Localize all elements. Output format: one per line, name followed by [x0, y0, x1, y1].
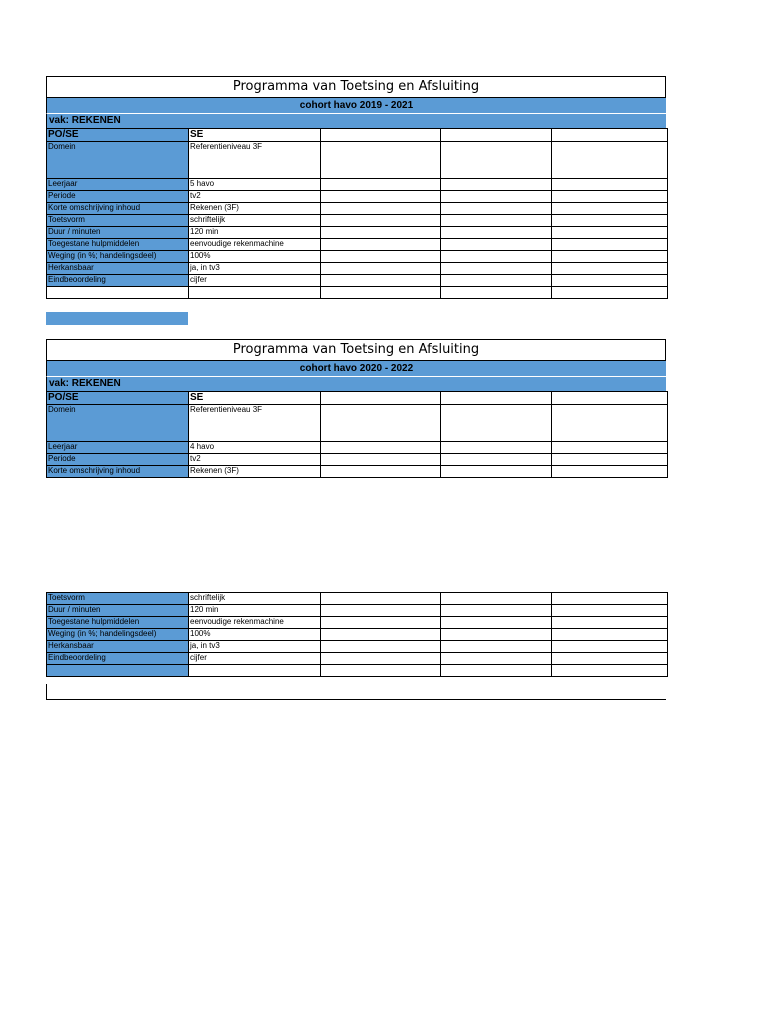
table-cell: [441, 641, 552, 653]
table-cell: [321, 442, 441, 454]
table-row: [47, 405, 668, 442]
row-value: tv2: [189, 454, 321, 466]
table-cell: [441, 179, 552, 191]
table-cell: [321, 275, 441, 287]
table-cell: [552, 215, 668, 227]
row-label: Toegestane hulpmiddelen: [47, 239, 189, 251]
table-cell: [552, 392, 668, 405]
table-cell: [441, 454, 552, 466]
row-label: Toegestane hulpmiddelen: [47, 617, 189, 629]
row-value: 100%: [189, 251, 321, 263]
row-value: cijfer: [189, 275, 321, 287]
table-cell: [321, 629, 441, 641]
table-cell: [552, 251, 668, 263]
table-cell: [321, 617, 441, 629]
table-row: [47, 239, 668, 251]
table-row: [47, 665, 668, 677]
table-cell: [552, 287, 668, 299]
table-cell: [552, 665, 668, 677]
table-row: [47, 629, 668, 641]
table-cell: [441, 215, 552, 227]
row-value: 120 min: [189, 605, 321, 617]
table-cell: [321, 392, 441, 405]
row-value: 100%: [189, 629, 321, 641]
table-cell: [441, 142, 552, 179]
page-title: Programma van Toetsing en Afsluiting: [46, 76, 666, 98]
table-cell: [552, 179, 668, 191]
table-row: [47, 287, 668, 299]
table-border: [46, 699, 666, 700]
row-label: Weging (in %; handelingsdeel): [47, 251, 189, 263]
table-row: [47, 605, 668, 617]
table-row: [47, 263, 668, 275]
table-row: [47, 142, 668, 179]
table-cell: [441, 442, 552, 454]
table-cell: [321, 227, 441, 239]
table-cell: [321, 263, 441, 275]
table-cell: [552, 227, 668, 239]
table-cell: [441, 239, 552, 251]
blue-bar: [46, 312, 188, 325]
table-cell: [189, 665, 321, 677]
table-row: [47, 466, 668, 478]
cohort-header: cohort havo 2019 - 2021: [46, 98, 666, 113]
row-label: Leerjaar: [47, 179, 189, 191]
table-cell: [552, 142, 668, 179]
table-cell: [441, 191, 552, 203]
row-label: Duur / minuten: [47, 605, 189, 617]
table-cell: [552, 239, 668, 251]
pta-table: [46, 592, 668, 677]
row-value: schriftelijk: [189, 215, 321, 227]
table-row: [47, 275, 668, 287]
table-border: [46, 684, 47, 700]
row-value: Rekenen (3F): [189, 203, 321, 215]
table-row: [47, 593, 668, 605]
table-cell: [441, 466, 552, 478]
table-row: [47, 392, 668, 405]
table-cell: [47, 287, 189, 299]
table-cell: [552, 263, 668, 275]
table-cell: [441, 392, 552, 405]
cohort-header: cohort havo 2020 - 2022: [46, 361, 666, 376]
table-cell: [441, 665, 552, 677]
subject-header: vak: REKENEN: [46, 376, 666, 391]
pta-table: [46, 391, 668, 478]
table-row: [47, 442, 668, 454]
table-cell: [552, 129, 668, 142]
table-cell: [321, 665, 441, 677]
row-label: Domein: [47, 142, 189, 179]
pta-block-2020: [46, 339, 666, 478]
po-se-value: SE: [189, 392, 321, 405]
row-value: Referentieniveau 3F: [189, 405, 321, 442]
table-cell: [321, 251, 441, 263]
subject-header: vak: REKENEN: [46, 113, 666, 128]
table-cell: [441, 287, 552, 299]
row-label: Toetsvorm: [47, 215, 189, 227]
table-cell: [441, 251, 552, 263]
table-cell: [321, 466, 441, 478]
row-label: Weging (in %; handelingsdeel): [47, 629, 189, 641]
table-cell: [441, 275, 552, 287]
table-cell: [441, 129, 552, 142]
po-se-label: PO/SE: [47, 129, 189, 142]
pta-block-2020-continued: [46, 592, 666, 677]
table-cell: [321, 405, 441, 442]
row-label: Periode: [47, 454, 189, 466]
table-cell: [441, 617, 552, 629]
row-label: Duur / minuten: [47, 227, 189, 239]
table-cell: [321, 203, 441, 215]
table-row: [47, 653, 668, 665]
table-cell: [441, 605, 552, 617]
table-cell: [552, 203, 668, 215]
table-row: [47, 617, 668, 629]
table-row: [47, 129, 668, 142]
row-value: 5 havo: [189, 179, 321, 191]
table-cell: [552, 442, 668, 454]
row-value: Rekenen (3F): [189, 466, 321, 478]
row-value: tv2: [189, 191, 321, 203]
po-se-label: PO/SE: [47, 392, 189, 405]
table-cell: [552, 454, 668, 466]
table-cell: [552, 641, 668, 653]
table-cell: [321, 653, 441, 665]
table-cell: [441, 203, 552, 215]
table-cell: [321, 287, 441, 299]
row-label: Toetsvorm: [47, 593, 189, 605]
row-label: Korte omschrijving inhoud: [47, 466, 189, 478]
table-cell: [552, 405, 668, 442]
row-value: eenvoudige rekenmachine: [189, 239, 321, 251]
table-cell: [441, 405, 552, 442]
row-value: 4 havo: [189, 442, 321, 454]
row-value: eenvoudige rekenmachine: [189, 617, 321, 629]
table-row: [47, 227, 668, 239]
table-cell: [47, 665, 189, 677]
page-title: Programma van Toetsing en Afsluiting: [46, 339, 666, 361]
table-cell: [321, 454, 441, 466]
table-cell: [552, 275, 668, 287]
table-cell: [441, 593, 552, 605]
table-row: [47, 191, 668, 203]
row-label: Eindbeoordeling: [47, 653, 189, 665]
table-cell: [552, 593, 668, 605]
table-cell: [552, 466, 668, 478]
pta-block-2019: [46, 76, 666, 299]
row-value: ja, in tv3: [189, 263, 321, 275]
row-label: Eindbeoordeling: [47, 275, 189, 287]
table-cell: [441, 227, 552, 239]
row-value: cijfer: [189, 653, 321, 665]
table-cell: [321, 605, 441, 617]
table-row: [47, 454, 668, 466]
table-cell: [321, 179, 441, 191]
table-cell: [552, 653, 668, 665]
table-cell: [441, 653, 552, 665]
table-cell: [321, 191, 441, 203]
table-cell: [321, 142, 441, 179]
pta-table: [46, 128, 668, 299]
table-cell: [552, 605, 668, 617]
table-cell: [441, 263, 552, 275]
row-label: Leerjaar: [47, 442, 189, 454]
table-row: [47, 203, 668, 215]
table-cell: [189, 287, 321, 299]
row-value: 120 min: [189, 227, 321, 239]
table-row: [47, 215, 668, 227]
row-label: Korte omschrijving inhoud: [47, 203, 189, 215]
table-row: [47, 251, 668, 263]
table-cell: [552, 617, 668, 629]
table-cell: [321, 641, 441, 653]
table-row: [47, 641, 668, 653]
table-cell: [321, 593, 441, 605]
row-label: Herkansbaar: [47, 641, 189, 653]
row-value: ja, in tv3: [189, 641, 321, 653]
table-cell: [321, 239, 441, 251]
row-value: schriftelijk: [189, 593, 321, 605]
table-row: [47, 179, 668, 191]
row-value: Referentieniveau 3F: [189, 142, 321, 179]
table-cell: [441, 629, 552, 641]
table-cell: [321, 129, 441, 142]
table-cell: [552, 629, 668, 641]
row-label: Domein: [47, 405, 189, 442]
row-label: Periode: [47, 191, 189, 203]
row-label: Herkansbaar: [47, 263, 189, 275]
table-cell: [552, 191, 668, 203]
po-se-value: SE: [189, 129, 321, 142]
table-cell: [321, 215, 441, 227]
